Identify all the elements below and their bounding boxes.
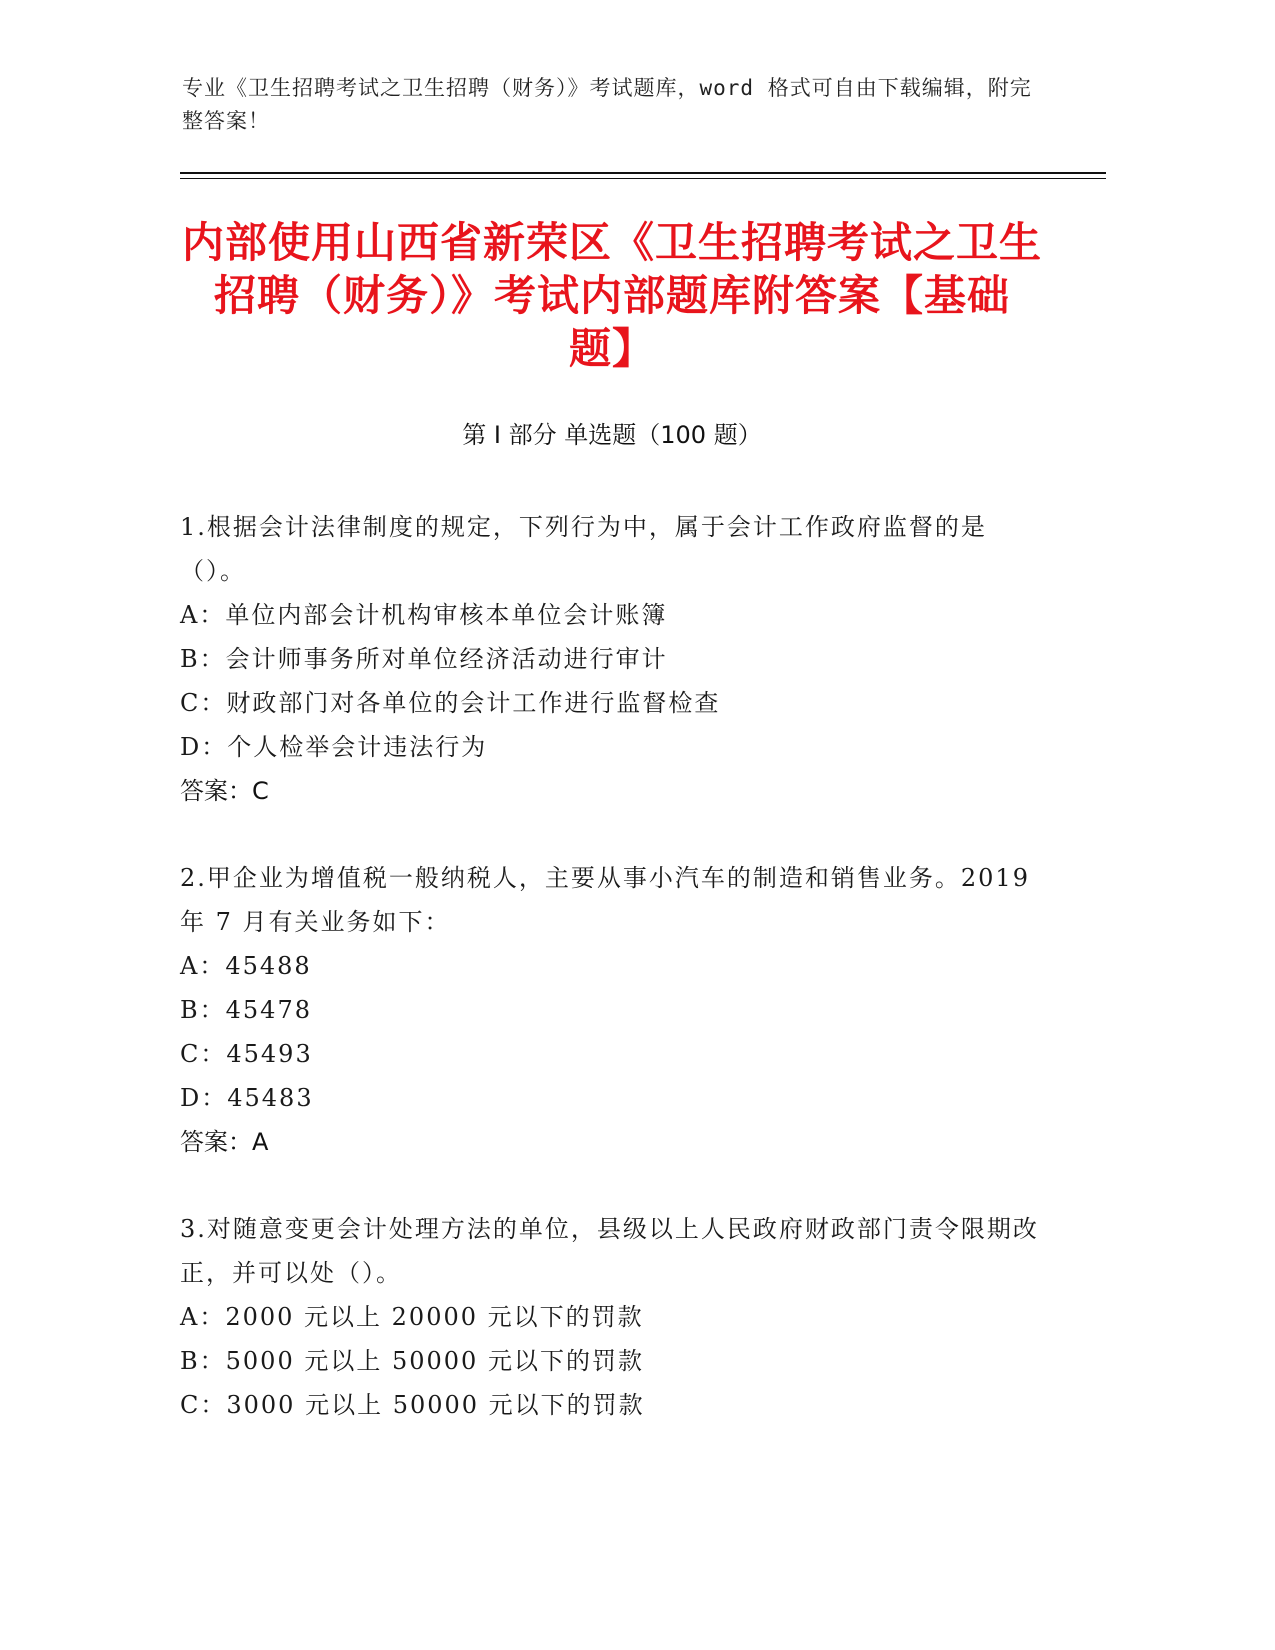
option-d: D：45483: [180, 1084, 314, 1112]
section-title: 第 I 部分 单选题（100 题）: [462, 421, 762, 449]
option-b: B：会计师事务所对单位经济活动进行审计: [180, 645, 668, 673]
question-1: [180, 505, 1040, 813]
question-list: [180, 505, 1040, 1470]
answer: 答案：A: [180, 1128, 269, 1156]
option-d: D：个人检举会计违法行为: [180, 733, 488, 761]
header-divider-thick: [180, 172, 1106, 174]
option-a: A：45488: [180, 952, 312, 980]
header-note: 专业《卫生招聘考试之卫生招聘（财务）》考试题库，word 格式可自由下载编辑，附完整答案！: [182, 76, 1032, 133]
answer: 答案：C: [180, 777, 269, 805]
question-stem: 3.对随意变更会计处理方法的单位，县级以上人民政府财政部门责令限期改正，并可以处（）。: [180, 1215, 1039, 1287]
option-c: C：3000 元以上 50000 元以下的罚款: [180, 1391, 645, 1419]
option-b: B：5000 元以上 50000 元以下的罚款: [180, 1347, 644, 1375]
document-title: 内部使用山西省新荣区《卫生招聘考试之卫生招聘（财务）》考试内部题库附答案【基础题】: [182, 218, 1043, 373]
header-divider-thin: [180, 178, 1106, 179]
option-a: A：单位内部会计机构审核本单位会计账簿: [180, 601, 668, 629]
option-a: A：2000 元以上 20000 元以下的罚款: [180, 1303, 644, 1331]
question-stem: 1.根据会计法律制度的规定，下列行为中，属于会计工作政府监督的是（）。: [180, 513, 987, 585]
question-3: [180, 1207, 1040, 1427]
option-c: C：财政部门对各单位的会计工作进行监督检查: [180, 689, 721, 717]
question-stem: 2.甲企业为增值税一般纳税人，主要从事小汽车的制造和销售业务。2019 年 7 月有关业务如下：: [180, 864, 1030, 936]
question-2: [180, 856, 1040, 1164]
option-b: B：45478: [180, 996, 312, 1024]
option-c: C：45493: [180, 1040, 313, 1068]
